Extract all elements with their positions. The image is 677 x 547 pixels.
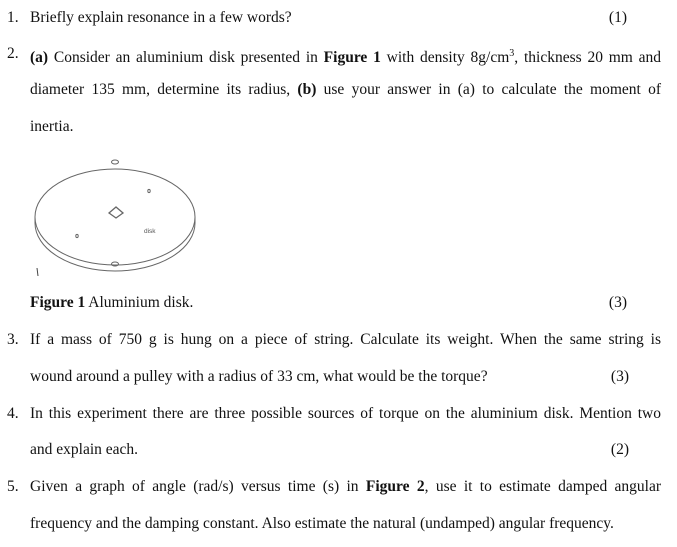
question-2-line-3: [0, 116, 677, 138]
question-text: and explain each.: [30, 441, 139, 458]
question-number: 5.: [7, 478, 19, 495]
question-4-line-1: [0, 403, 677, 425]
diamond-marker-icon: [109, 207, 123, 218]
question-number: 4.: [7, 405, 19, 422]
part-b-label: (b): [297, 81, 317, 98]
question-text: wound around a pulley with a radius of 33 cm, what would be the torque?: [30, 368, 488, 385]
figure-reference: Figure 1: [323, 49, 381, 67]
question-3-line-1: [0, 329, 677, 351]
small-hole-icon: [148, 189, 150, 192]
caption-text: Figure 1 Aluminium disk.: [30, 294, 194, 311]
question-number: 1.: [7, 9, 19, 26]
question-1: [0, 7, 677, 29]
disk-label: disk: [144, 228, 156, 235]
marks: (2): [610, 441, 629, 458]
question-text: Briefly explain resonance in a few words?: [30, 9, 292, 26]
disk-rim: [35, 217, 195, 271]
question-text: (a) Consider an aluminium disk presented in Figure 1 with density $8g/cm^3$, thickness 20 mm and: [30, 48, 662, 67]
question-number: 2.: [7, 45, 19, 62]
marks: (1): [608, 9, 627, 26]
question-3-line-2: [0, 366, 677, 388]
question-text: diameter 135 mm, determine its radius, (b) use your answer in (a) to calculate the moment of: [30, 81, 662, 98]
marks: (3): [610, 368, 629, 385]
marks: (3): [608, 294, 627, 311]
question-5-line-2: [0, 513, 677, 535]
top-hole-icon: [112, 160, 119, 164]
question-text: Given a graph of angle (rad/s) versus time (s) in Figure 2, use it to estimate damped angular: [30, 478, 662, 495]
small-hole-icon: [76, 234, 78, 237]
aluminium-disk-figure: [28, 150, 203, 280]
question-text: frequency and the damping constant. Also estimate the natural (undamped) angular frequency.: [30, 515, 614, 532]
figure-reference: Figure 2: [365, 478, 425, 495]
question-number: 3.: [7, 331, 19, 348]
question-2-line-2: [0, 79, 677, 101]
tick-mark: [37, 268, 38, 276]
question-2-line-1: [0, 43, 677, 65]
figure-1-caption: [0, 292, 677, 314]
part-a-label: (a): [30, 49, 49, 67]
question-4-line-2: [0, 439, 677, 461]
question-text: In this experiment there are three possible sources of torque on the aluminium disk. Mention two: [30, 405, 661, 422]
question-text: inertia.: [30, 118, 74, 135]
question-text: If a mass of 750 g is hung on a piece of string. Calculate its weight. When the same string is: [30, 331, 661, 348]
question-5-line-1: [0, 476, 677, 498]
